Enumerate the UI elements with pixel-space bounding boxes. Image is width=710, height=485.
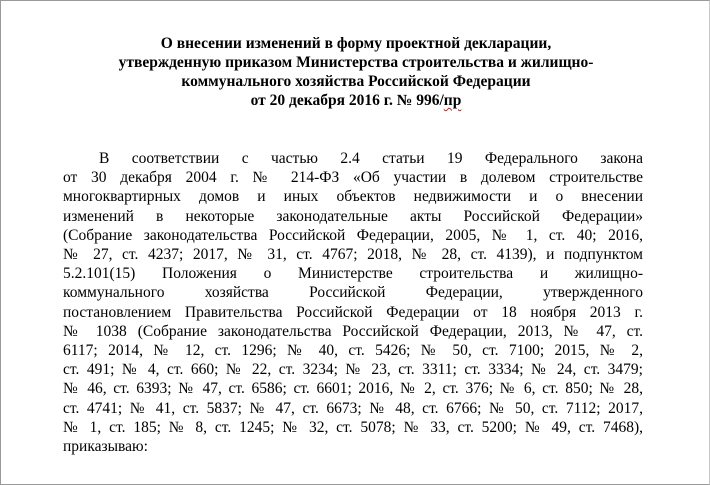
body-line-11: 6117; 2014, № 12, ст. 1296; № 40, ст. 5426; № 50, ст. 7100; 2015, № 2, [63, 342, 643, 360]
body-line-6: № 27, ст. 4237; 2017, № 31, ст. 4767; 2018, № 28, ст. 4139), и подпунктом [63, 246, 643, 264]
body-line-16: приказываю: [63, 438, 148, 456]
body-line-9: постановлением Правительства Российской Федерации от 18 ноября 2013 г. [63, 303, 643, 321]
body-line-3: многоквартирных домов и иных объектов недвижимости и о внесении [63, 188, 643, 206]
body-line-5: (Собрание законодательства Российской Федерации, 2005, № 1, ст. 40; 2016, [63, 226, 643, 244]
body-line-10: № 1038 (Собрание законодательства Российской Федерации, 2013, № 47, ст. [63, 322, 643, 340]
body-line-1: В соответствии с частью 2.4 статьи 19 Федерального закона [99, 150, 643, 167]
body-line-15: № 1, ст. 185; № 8, ст. 1245; № 32, ст. 5078; № 33, ст. 5200; № 49, ст. 7468), [63, 418, 643, 436]
document-body-paragraph [63, 149, 643, 456]
title-date-number: от 20 декабря 2016 г. № 996/ [250, 92, 444, 109]
body-line-4: изменений в некоторые законодательные акты Российской Федерации» [63, 207, 643, 225]
body-line-2: от 30 декабря 2004 г. № 214-ФЗ «Об участии в долевом строительстве [63, 169, 643, 187]
title-line-3: коммунального хозяйства Российской Федерации [181, 73, 531, 90]
body-line-7: 5.2.101(15) Положения о Министерстве строительства и жилищно- [63, 265, 643, 283]
body-line-13: № 46, ст. 6393; № 47, ст. 6586; ст. 6601; 2016, № 2, ст. 376; № 6, ст. 850; № 28, [63, 380, 643, 398]
body-line-14: ст. 4741; № 41, ст. 5837; № 47, ст. 6673; № 48, ст. 6766; № 50, ст. 7112; 2017, [63, 399, 643, 417]
title-line-2: утвержденную приказом Министерства строительства и жилищно- [118, 54, 594, 71]
title-line-1: О внесении изменений в форму проектной декларации, [160, 35, 552, 52]
title-line-4 [1, 91, 710, 110]
body-line-8: коммунального хозяйства Российской Федерации, утвержденного [63, 284, 643, 302]
spellcheck-marked-word: пр [443, 92, 462, 109]
document-title [1, 34, 710, 110]
body-line-12: ст. 491; № 4, ст. 660; № 22, ст. 3234; № 23, ст. 3311; ст. 3334; № 24, ст. 3479; [63, 361, 643, 379]
